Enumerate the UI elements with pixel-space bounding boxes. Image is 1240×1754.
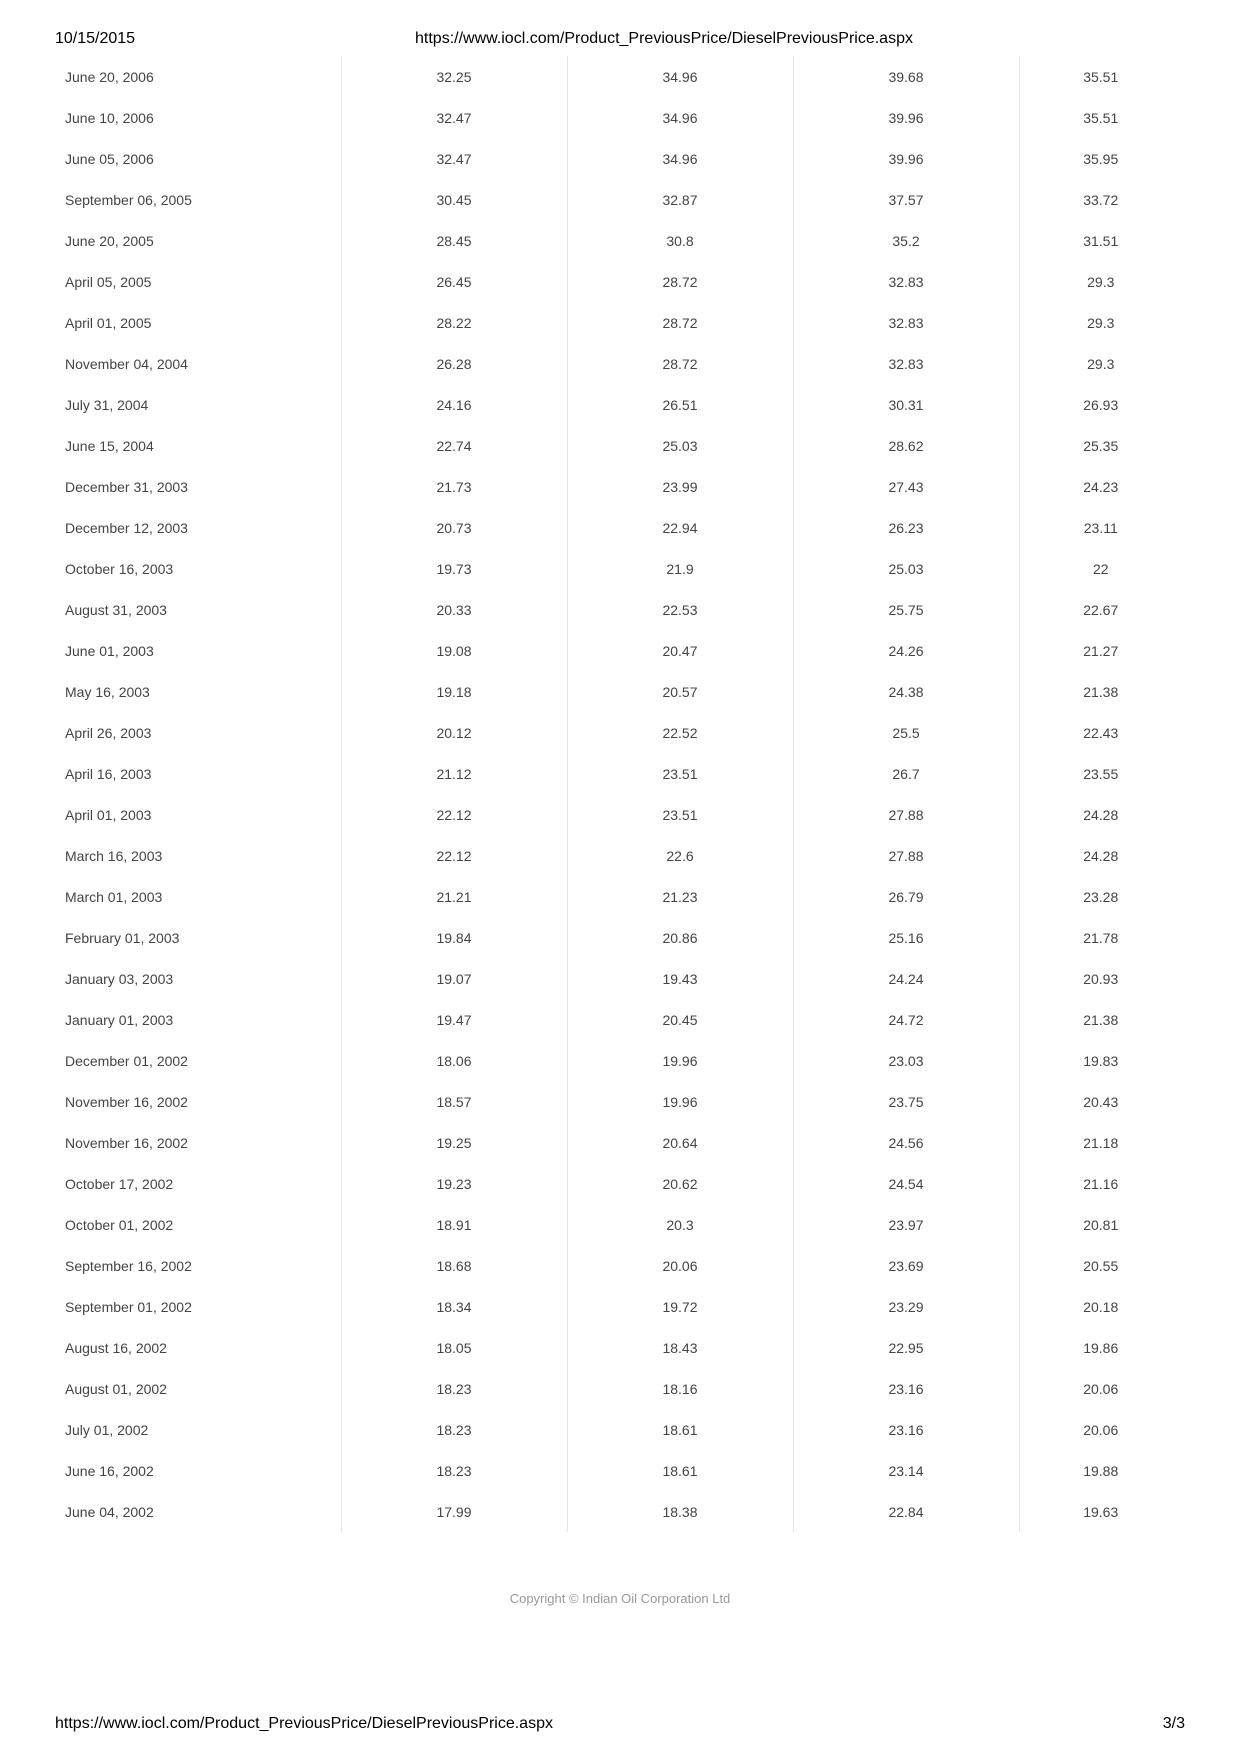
price-cell-1: 18.68 [341, 1245, 567, 1286]
price-cell-4: 29.3 [1019, 261, 1182, 302]
price-cell-3: 24.54 [793, 1163, 1019, 1204]
price-cell-1: 22.74 [341, 425, 567, 466]
price-cell-3: 24.24 [793, 958, 1019, 999]
price-cell-2: 19.96 [567, 1081, 793, 1122]
price-cell-4: 22 [1019, 548, 1182, 589]
price-cell-1: 18.23 [341, 1409, 567, 1450]
date-cell: June 16, 2002 [65, 1462, 154, 1479]
price-cell-4: 21.38 [1019, 671, 1182, 712]
date-cell: September 16, 2002 [65, 1257, 192, 1274]
date-cell: October 16, 2003 [65, 560, 174, 577]
price-cell-2: 34.96 [567, 56, 793, 97]
price-cell-2: 30.8 [567, 220, 793, 261]
table-row [55, 1450, 1182, 1491]
price-cell-2: 22.53 [567, 589, 793, 630]
price-cell-1: 18.23 [341, 1368, 567, 1409]
table-row [55, 1409, 1182, 1450]
price-cell-1: 17.99 [341, 1491, 567, 1532]
price-cell-3: 24.72 [793, 999, 1019, 1040]
price-cell-4: 31.51 [1019, 220, 1182, 261]
price-cell-1: 22.12 [341, 835, 567, 876]
table-row [55, 999, 1182, 1040]
table-row [55, 97, 1182, 138]
price-cell-4: 19.63 [1019, 1491, 1182, 1532]
price-cell-2: 18.16 [567, 1368, 793, 1409]
price-cell-4: 20.06 [1019, 1409, 1182, 1450]
price-cell-2: 28.72 [567, 343, 793, 384]
price-cell-4: 20.43 [1019, 1081, 1182, 1122]
price-cell-4: 20.81 [1019, 1204, 1182, 1245]
price-cell-3: 24.56 [793, 1122, 1019, 1163]
price-cell-4: 20.55 [1019, 1245, 1182, 1286]
price-cell-1: 19.18 [341, 671, 567, 712]
table-row [55, 835, 1182, 876]
price-cell-2: 20.47 [567, 630, 793, 671]
price-cell-3: 39.96 [793, 97, 1019, 138]
table-row [55, 179, 1182, 220]
price-cell-1: 22.12 [341, 794, 567, 835]
date-cell: June 20, 2006 [65, 68, 154, 85]
table-row [55, 425, 1182, 466]
price-cell-4: 25.35 [1019, 425, 1182, 466]
price-cell-3: 23.75 [793, 1081, 1019, 1122]
price-cell-2: 20.06 [567, 1245, 793, 1286]
price-cell-4: 23.28 [1019, 876, 1182, 917]
date-cell: December 12, 2003 [65, 519, 188, 536]
price-cell-3: 25.5 [793, 712, 1019, 753]
price-cell-3: 25.03 [793, 548, 1019, 589]
price-cell-2: 20.64 [567, 1122, 793, 1163]
price-cell-3: 22.84 [793, 1491, 1019, 1532]
price-cell-2: 28.72 [567, 302, 793, 343]
table-row [55, 384, 1182, 425]
table-row [55, 220, 1182, 261]
price-cell-4: 20.93 [1019, 958, 1182, 999]
price-cell-4: 19.86 [1019, 1327, 1182, 1368]
table-row [55, 1040, 1182, 1081]
table-row [55, 1491, 1182, 1532]
date-cell: June 20, 2005 [65, 232, 154, 249]
price-cell-2: 21.23 [567, 876, 793, 917]
price-cell-3: 25.75 [793, 589, 1019, 630]
date-cell: January 01, 2003 [65, 1011, 174, 1028]
table-row [55, 1327, 1182, 1368]
price-cell-4: 21.27 [1019, 630, 1182, 671]
date-cell: June 05, 2006 [65, 150, 154, 167]
price-cell-3: 22.95 [793, 1327, 1019, 1368]
price-cell-1: 21.12 [341, 753, 567, 794]
price-cell-3: 23.03 [793, 1040, 1019, 1081]
price-cell-2: 22.6 [567, 835, 793, 876]
table-row [55, 630, 1182, 671]
price-cell-2: 23.99 [567, 466, 793, 507]
price-cell-4: 21.78 [1019, 917, 1182, 958]
price-cell-2: 20.3 [567, 1204, 793, 1245]
price-cell-2: 19.43 [567, 958, 793, 999]
date-cell: February 01, 2003 [65, 929, 180, 946]
price-cell-3: 39.68 [793, 56, 1019, 97]
date-cell: August 31, 2003 [65, 601, 167, 618]
table-row [55, 138, 1182, 179]
table-row [55, 917, 1182, 958]
table-row [55, 1204, 1182, 1245]
price-cell-1: 19.47 [341, 999, 567, 1040]
date-cell: October 17, 2002 [65, 1175, 174, 1192]
price-cell-3: 30.31 [793, 384, 1019, 425]
price-cell-1: 18.06 [341, 1040, 567, 1081]
footer-url: https://www.iocl.com/Product_PreviousPrice/DieselPreviousPrice.aspx [55, 1715, 553, 1732]
price-cell-4: 33.72 [1019, 179, 1182, 220]
date-cell: November 16, 2002 [65, 1134, 188, 1151]
date-cell: October 01, 2002 [65, 1216, 174, 1233]
price-cell-4: 35.51 [1019, 97, 1182, 138]
table-row [55, 466, 1182, 507]
date-cell: November 16, 2002 [65, 1093, 188, 1110]
price-cell-2: 34.96 [567, 97, 793, 138]
price-cell-2: 22.94 [567, 507, 793, 548]
date-cell: December 01, 2002 [65, 1052, 188, 1069]
table-row [55, 1245, 1182, 1286]
price-cell-4: 24.28 [1019, 835, 1182, 876]
page-number: 3/3 [1162, 1715, 1185, 1732]
price-cell-1: 20.73 [341, 507, 567, 548]
price-cell-4: 21.38 [1019, 999, 1182, 1040]
price-cell-2: 18.61 [567, 1450, 793, 1491]
price-cell-4: 35.95 [1019, 138, 1182, 179]
price-cell-1: 20.33 [341, 589, 567, 630]
price-cell-4: 29.3 [1019, 302, 1182, 343]
price-cell-2: 28.72 [567, 261, 793, 302]
price-cell-3: 26.7 [793, 753, 1019, 794]
price-cell-4: 21.16 [1019, 1163, 1182, 1204]
price-cell-3: 32.83 [793, 302, 1019, 343]
price-cell-1: 18.91 [341, 1204, 567, 1245]
price-cell-1: 19.08 [341, 630, 567, 671]
price-cell-2: 20.62 [567, 1163, 793, 1204]
table-row [55, 876, 1182, 917]
price-cell-4: 24.23 [1019, 466, 1182, 507]
price-cell-3: 23.16 [793, 1368, 1019, 1409]
price-cell-4: 29.3 [1019, 343, 1182, 384]
price-cell-3: 28.62 [793, 425, 1019, 466]
price-cell-3: 24.38 [793, 671, 1019, 712]
table-row [55, 302, 1182, 343]
print-header [55, 30, 1185, 52]
price-cell-4: 21.18 [1019, 1122, 1182, 1163]
price-cell-3: 27.88 [793, 794, 1019, 835]
price-cell-3: 26.23 [793, 507, 1019, 548]
date-cell: March 16, 2003 [65, 847, 163, 864]
table-row [55, 56, 1182, 97]
price-cell-3: 23.29 [793, 1286, 1019, 1327]
table-row [55, 958, 1182, 999]
price-cell-1: 26.45 [341, 261, 567, 302]
price-cell-2: 19.72 [567, 1286, 793, 1327]
table-row [55, 1081, 1182, 1122]
price-cell-1: 19.07 [341, 958, 567, 999]
date-cell: April 01, 2005 [65, 314, 152, 331]
date-cell: June 15, 2004 [65, 437, 154, 454]
table-row [55, 1122, 1182, 1163]
date-cell: July 31, 2004 [65, 396, 149, 413]
table-row [55, 548, 1182, 589]
price-cell-1: 21.73 [341, 466, 567, 507]
price-cell-1: 28.22 [341, 302, 567, 343]
price-cell-4: 19.88 [1019, 1450, 1182, 1491]
date-cell: August 01, 2002 [65, 1380, 167, 1397]
price-cell-3: 27.43 [793, 466, 1019, 507]
price-cell-4: 20.06 [1019, 1368, 1182, 1409]
price-cell-1: 24.16 [341, 384, 567, 425]
price-cell-4: 22.43 [1019, 712, 1182, 753]
price-cell-2: 23.51 [567, 794, 793, 835]
price-cell-1: 18.05 [341, 1327, 567, 1368]
print-footer [55, 1715, 1185, 1737]
table-row [55, 507, 1182, 548]
price-cell-2: 19.96 [567, 1040, 793, 1081]
price-table-body [55, 56, 1182, 1532]
price-cell-1: 32.47 [341, 138, 567, 179]
table-row [55, 589, 1182, 630]
date-cell: May 16, 2003 [65, 683, 150, 700]
price-cell-3: 39.96 [793, 138, 1019, 179]
table-row [55, 1286, 1182, 1327]
price-cell-1: 30.45 [341, 179, 567, 220]
table-row [55, 753, 1182, 794]
price-cell-2: 20.86 [567, 917, 793, 958]
price-cell-3: 23.69 [793, 1245, 1019, 1286]
price-cell-4: 19.83 [1019, 1040, 1182, 1081]
price-cell-1: 26.28 [341, 343, 567, 384]
price-cell-1: 28.45 [341, 220, 567, 261]
print-url: https://www.iocl.com/Product_PreviousPrice/DieselPreviousPrice.aspx [415, 30, 913, 47]
date-cell: March 01, 2003 [65, 888, 163, 905]
print-date: 10/15/2015 [55, 30, 136, 47]
price-cell-2: 22.52 [567, 712, 793, 753]
date-cell: July 01, 2002 [65, 1421, 149, 1438]
price-cell-4: 23.11 [1019, 507, 1182, 548]
price-cell-1: 21.21 [341, 876, 567, 917]
price-cell-3: 24.26 [793, 630, 1019, 671]
price-cell-2: 18.38 [567, 1491, 793, 1532]
price-cell-4: 35.51 [1019, 56, 1182, 97]
price-cell-2: 20.45 [567, 999, 793, 1040]
date-cell: September 06, 2005 [65, 191, 192, 208]
price-cell-3: 32.83 [793, 261, 1019, 302]
price-cell-1: 19.23 [341, 1163, 567, 1204]
price-cell-3: 32.83 [793, 343, 1019, 384]
price-cell-3: 35.2 [793, 220, 1019, 261]
price-cell-3: 23.14 [793, 1450, 1019, 1491]
date-cell: August 16, 2002 [65, 1339, 167, 1356]
price-cell-2: 26.51 [567, 384, 793, 425]
price-cell-4: 20.18 [1019, 1286, 1182, 1327]
table-row [55, 1368, 1182, 1409]
price-cell-2: 20.57 [567, 671, 793, 712]
price-cell-1: 32.25 [341, 56, 567, 97]
price-cell-3: 37.57 [793, 179, 1019, 220]
price-cell-2: 25.03 [567, 425, 793, 466]
date-cell: November 04, 2004 [65, 355, 188, 372]
table-row [55, 671, 1182, 712]
price-cell-3: 23.16 [793, 1409, 1019, 1450]
price-cell-2: 18.43 [567, 1327, 793, 1368]
price-cell-1: 19.73 [341, 548, 567, 589]
date-cell: June 04, 2002 [65, 1503, 154, 1520]
price-cell-2: 21.9 [567, 548, 793, 589]
table-row [55, 1163, 1182, 1204]
table-row [55, 261, 1182, 302]
price-cell-2: 23.51 [567, 753, 793, 794]
date-cell: April 01, 2003 [65, 806, 152, 823]
price-cell-1: 32.47 [341, 97, 567, 138]
price-cell-3: 26.79 [793, 876, 1019, 917]
price-cell-1: 19.84 [341, 917, 567, 958]
price-cell-4: 24.28 [1019, 794, 1182, 835]
date-cell: April 16, 2003 [65, 765, 152, 782]
price-cell-2: 34.96 [567, 138, 793, 179]
table-row [55, 343, 1182, 384]
price-cell-4: 26.93 [1019, 384, 1182, 425]
price-cell-1: 18.57 [341, 1081, 567, 1122]
price-cell-4: 23.55 [1019, 753, 1182, 794]
date-cell: January 03, 2003 [65, 970, 174, 987]
date-cell: June 01, 2003 [65, 642, 154, 659]
price-cell-2: 18.61 [567, 1409, 793, 1450]
price-cell-3: 27.88 [793, 835, 1019, 876]
diesel-price-table [55, 56, 1182, 1532]
date-cell: December 31, 2003 [65, 478, 188, 495]
date-cell: April 05, 2005 [65, 273, 152, 290]
price-cell-1: 19.25 [341, 1122, 567, 1163]
table-row [55, 794, 1182, 835]
date-cell: June 10, 2006 [65, 109, 154, 126]
price-cell-1: 18.23 [341, 1450, 567, 1491]
date-cell: September 01, 2002 [65, 1298, 192, 1315]
price-cell-3: 23.97 [793, 1204, 1019, 1245]
date-cell: April 26, 2003 [65, 724, 152, 741]
price-cell-4: 22.67 [1019, 589, 1182, 630]
copyright-text: Copyright © Indian Oil Corporation Ltd [509, 1591, 731, 1606]
table-row [55, 712, 1182, 753]
price-cell-1: 18.34 [341, 1286, 567, 1327]
price-cell-2: 32.87 [567, 179, 793, 220]
price-cell-3: 25.16 [793, 917, 1019, 958]
price-cell-1: 20.12 [341, 712, 567, 753]
